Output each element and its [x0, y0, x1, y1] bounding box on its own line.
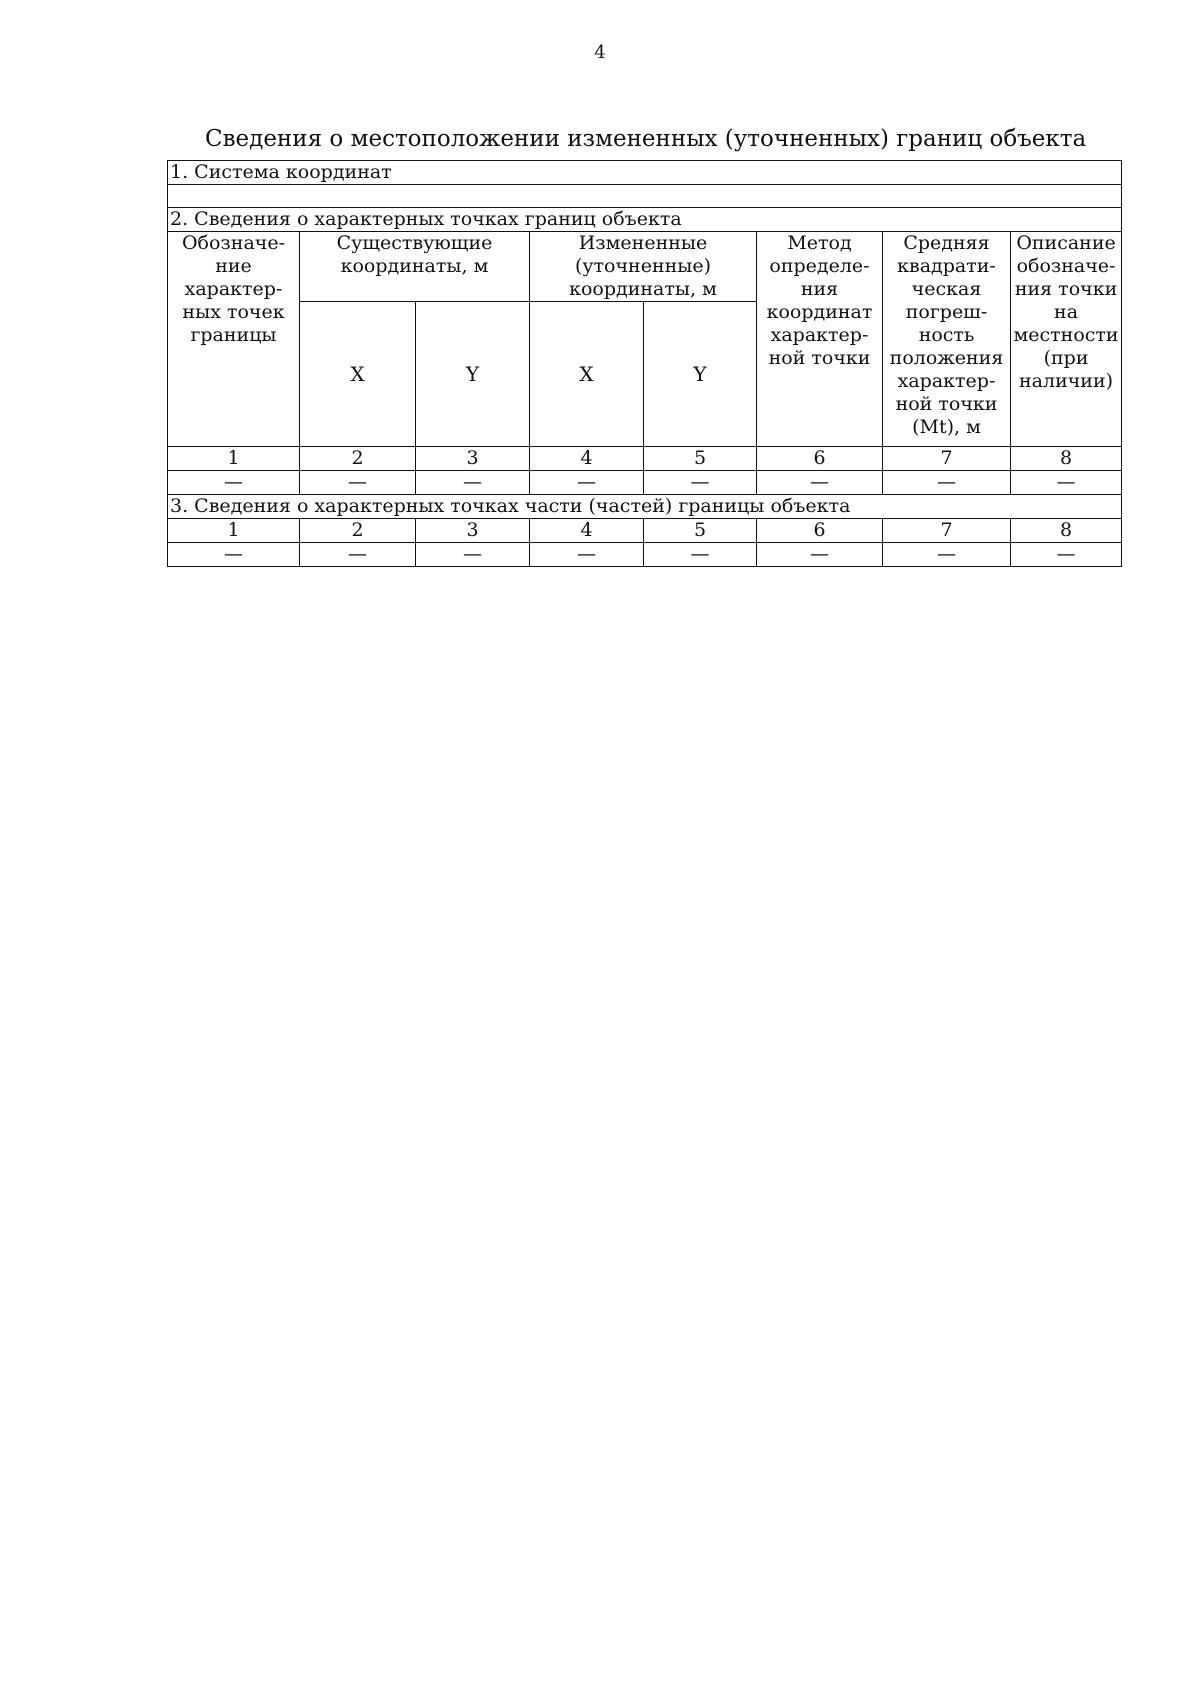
- column-number: 1: [168, 447, 300, 471]
- coordinate-system-label: 1. Система координат: [170, 161, 392, 183]
- boundary-points-table: [167, 160, 1122, 567]
- coordinate-system-blank-row: [168, 185, 1122, 208]
- column-number: 5: [644, 519, 757, 543]
- header-row-top: [168, 232, 1122, 302]
- column-number: 2: [300, 447, 416, 471]
- coordinate-system-row: [168, 161, 1122, 185]
- section3-heading: 3. Сведения о характерных точках части (частей) границы объекта: [168, 495, 1122, 519]
- table-cell: —: [883, 471, 1011, 495]
- header-changed-coordinates: Измененные (уточненные) координаты, м: [530, 232, 757, 302]
- column-number: 6: [757, 447, 883, 471]
- column-number: 8: [1011, 519, 1122, 543]
- table-cell: —: [168, 543, 300, 567]
- table-cell: —: [530, 543, 644, 567]
- header-changed-x: X: [530, 302, 644, 447]
- header-method: Метод определе- ния координат характер- ной точки: [757, 232, 883, 447]
- section2-column-numbers-row: [168, 447, 1122, 471]
- header-changed-y: Y: [644, 302, 757, 447]
- page-number: 4: [594, 42, 606, 63]
- document-title: Сведения о местоположении измененных (уточненных) границ объекта: [205, 126, 1087, 152]
- table-cell: —: [416, 543, 530, 567]
- column-number: 3: [416, 519, 530, 543]
- table-cell: —: [1011, 471, 1122, 495]
- table-cell: —: [530, 471, 644, 495]
- section3-heading-row: [168, 495, 1122, 519]
- table-cell: —: [757, 471, 883, 495]
- header-existing-y: Y: [416, 302, 530, 447]
- section3-column-numbers-row: [168, 519, 1122, 543]
- section2-heading-row: [168, 208, 1122, 232]
- table-cell: —: [168, 471, 300, 495]
- column-number: 5: [644, 447, 757, 471]
- table-cell: —: [416, 471, 530, 495]
- table-cell: —: [757, 543, 883, 567]
- column-number: 2: [300, 519, 416, 543]
- column-number: 7: [883, 519, 1011, 543]
- table-cell: —: [300, 471, 416, 495]
- column-number: 6: [757, 519, 883, 543]
- section3-data-row: [168, 543, 1122, 567]
- column-number: 4: [530, 519, 644, 543]
- column-number: 1: [168, 519, 300, 543]
- header-existing-x: X: [300, 302, 416, 447]
- header-point-description: Описание обозначе- ния точки на местности (при наличии): [1011, 232, 1122, 447]
- coordinate-system-blank-cell: [168, 185, 1122, 208]
- table-cell: —: [883, 543, 1011, 567]
- section2-data-row: [168, 471, 1122, 495]
- coordinate-system-cell: [168, 161, 1122, 185]
- column-number: 3: [416, 447, 530, 471]
- column-number: 4: [530, 447, 644, 471]
- table-cell: —: [300, 543, 416, 567]
- column-number: 7: [883, 447, 1011, 471]
- header-point-designation: Обозначе- ние характер- ных точек границы: [168, 232, 300, 447]
- table-cell: —: [644, 471, 757, 495]
- column-number: 8: [1011, 447, 1122, 471]
- header-mean-square-error: Средняя квадрати- ческая погреш- ность положения характер- ной точки (Mt), м: [883, 232, 1011, 447]
- table-cell: —: [644, 543, 757, 567]
- section2-heading: 2. Сведения о характерных точках границ объекта: [168, 208, 1122, 232]
- table-cell: —: [1011, 543, 1122, 567]
- header-existing-coordinates: Существующие координаты, м: [300, 232, 530, 302]
